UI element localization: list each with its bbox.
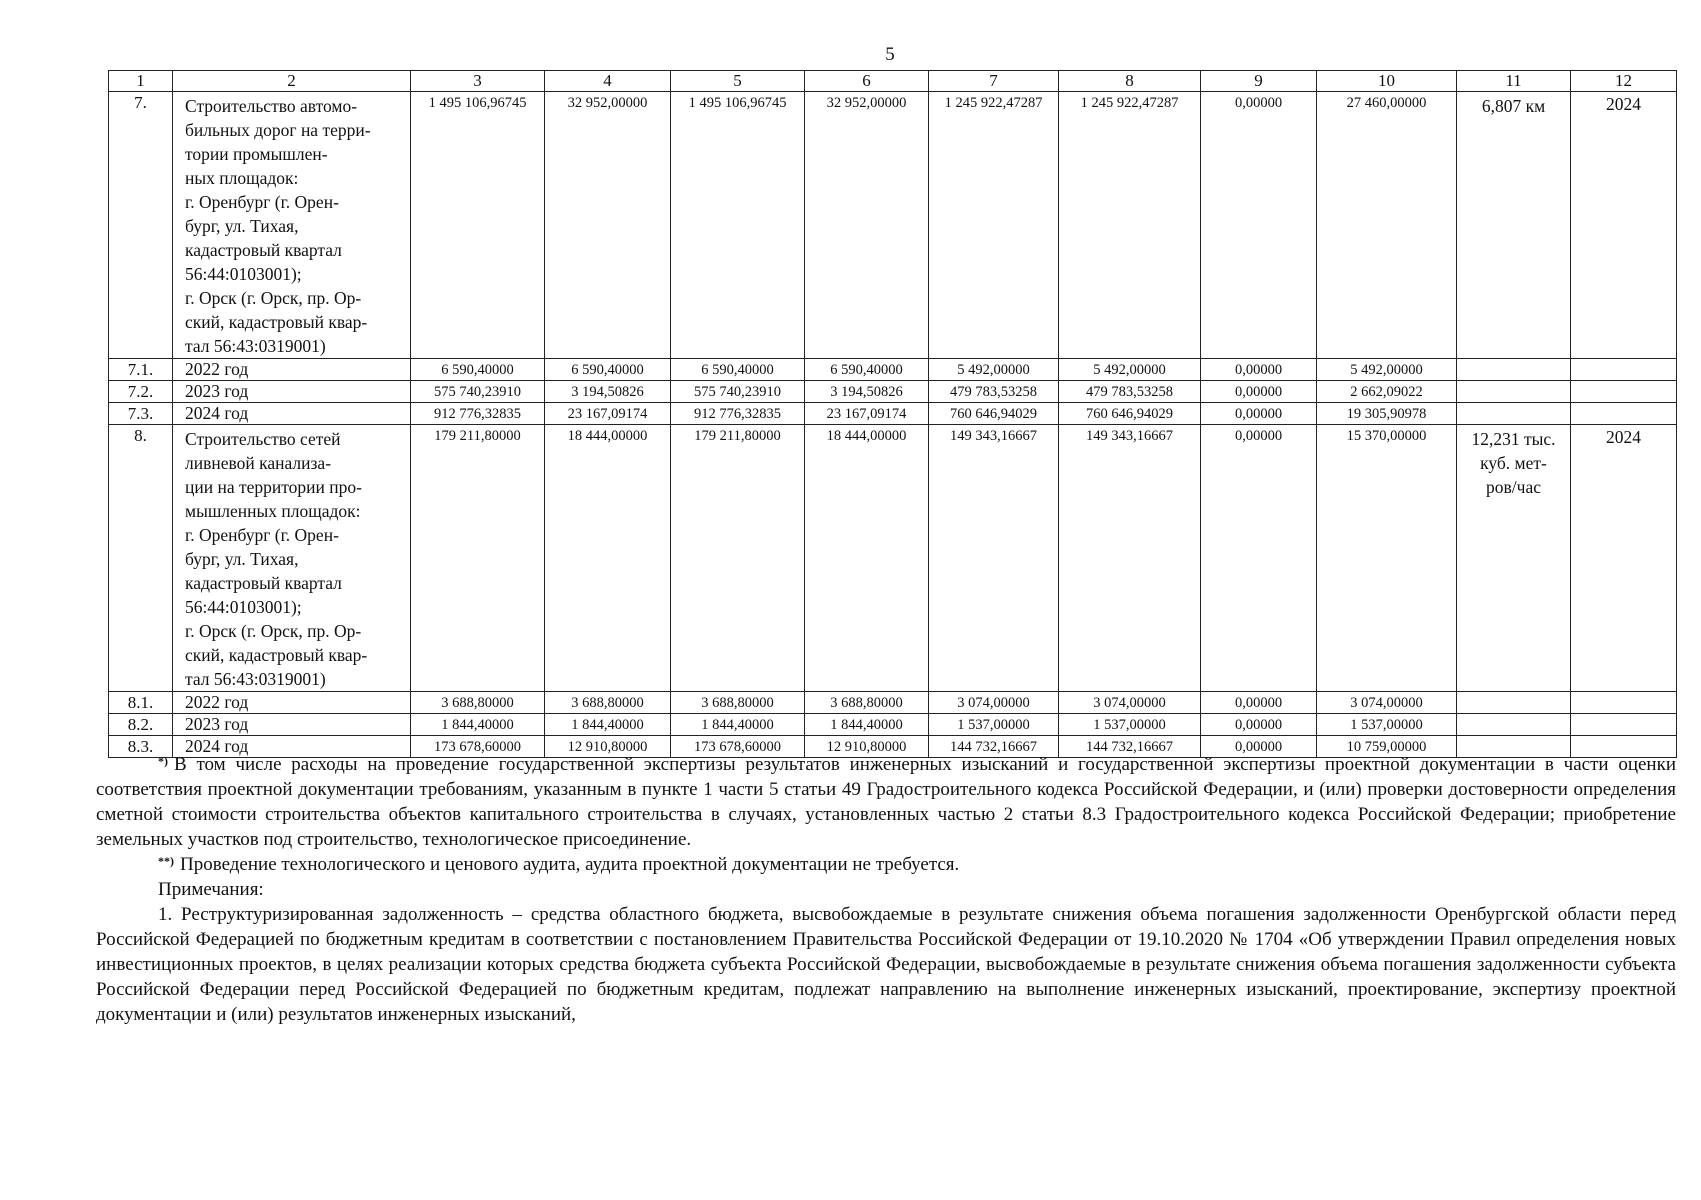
year-cell [1571, 692, 1677, 714]
notes-section [96, 752, 1676, 1027]
column-number-cell: 7 [929, 71, 1059, 92]
year-cell [1571, 381, 1677, 403]
footnote-1-mark: *) [158, 754, 168, 768]
capacity-cell [1457, 692, 1571, 714]
value-cell: 23 167,09174 [805, 403, 929, 425]
table-row-year [109, 714, 1677, 736]
description-line: 2022 год [185, 359, 249, 379]
description-line: г. Оренбург (г. Орен- [185, 525, 339, 545]
description-line: тал 56:43:0319001) [185, 669, 326, 689]
value-cell: 1 844,40000 [545, 714, 671, 736]
row-number: 8.3. [109, 736, 173, 758]
row-number: 8.1. [109, 692, 173, 714]
description-line: ливневой канализа- [185, 453, 332, 473]
page-number: 5 [885, 44, 895, 65]
capacity-cell [1457, 381, 1571, 403]
description-line: кадастровый квартал [185, 573, 342, 593]
value-cell: 912 776,32835 [671, 403, 805, 425]
table-row-year [109, 381, 1677, 403]
row-number: 8. [109, 425, 173, 692]
capacity-cell [1457, 92, 1571, 359]
value-cell: 144 732,16667 [1059, 736, 1201, 758]
capacity-cell [1457, 403, 1571, 425]
table-row-item [109, 425, 1677, 692]
value-cell: 1 537,00000 [929, 714, 1059, 736]
value-cell: 1 537,00000 [1317, 714, 1457, 736]
year-cell [1571, 714, 1677, 736]
remark-1: 1. Реструктуризированная задолженность – средства областного бюджета, высвобождаемые в результате снижения объема погашения задолженности Оренбургской области перед Российской Федерацией по бюджетным кредитам в соответствии с постановлением Правительства Российской Федерации от 19.10.2020 № 1704 «Об утверждении Правил определения новых инвестиционных проектов, в целях реализации которых средства бюджета субъекта Российской Федерации, высвобождаемые в результате снижения объема погашения задолженности субъекта Российской Федерации перед Российской Федерацией по бюджетным кредитам, подлежат направлению на выполнение инженерных изысканий, проектирование, экспертизу проектной документации и (или) результатов инженерных изысканий, [96, 904, 1676, 1025]
value-cell: 479 783,53258 [929, 381, 1059, 403]
row-description [173, 692, 411, 714]
table-row-item [109, 92, 1677, 359]
capacity-line: ров/час [1486, 477, 1541, 497]
column-number-cell: 11 [1457, 71, 1571, 92]
value-cell: 3 688,80000 [671, 692, 805, 714]
year-cell: 2024 [1571, 92, 1677, 359]
value-cell: 1 844,40000 [411, 714, 545, 736]
row-description [173, 359, 411, 381]
row-number: 7.3. [109, 403, 173, 425]
value-cell: 3 688,80000 [805, 692, 929, 714]
value-cell: 173 678,60000 [671, 736, 805, 758]
footnote-2-mark: **) [158, 854, 174, 868]
year-cell [1571, 359, 1677, 381]
value-cell: 12 910,80000 [805, 736, 929, 758]
description-line: мышленных площадок: [185, 501, 361, 521]
description-line: бург, ул. Тихая, [185, 216, 299, 236]
footnote-2-text: Проведение технологического и ценового аудита, аудита проектной документации не требуется. [180, 854, 960, 875]
value-cell: 0,00000 [1201, 425, 1317, 692]
value-cell: 0,00000 [1201, 381, 1317, 403]
value-cell: 1 245 922,47287 [1059, 92, 1201, 359]
table-row-year [109, 403, 1677, 425]
row-description [173, 381, 411, 403]
capacity-cell [1457, 714, 1571, 736]
description-line: г. Орск (г. Орск, пр. Ор- [185, 288, 362, 308]
value-cell: 6 590,40000 [411, 359, 545, 381]
value-cell: 27 460,00000 [1317, 92, 1457, 359]
value-cell: 1 495 106,96745 [411, 92, 545, 359]
description-line: бург, ул. Тихая, [185, 549, 299, 569]
value-cell: 6 590,40000 [671, 359, 805, 381]
value-cell: 1 537,00000 [1059, 714, 1201, 736]
value-cell: 6 590,40000 [805, 359, 929, 381]
value-cell: 575 740,23910 [411, 381, 545, 403]
table-row-year [109, 359, 1677, 381]
value-cell: 32 952,00000 [545, 92, 671, 359]
row-number: 7. [109, 92, 173, 359]
value-cell: 912 776,32835 [411, 403, 545, 425]
investment-table [108, 70, 1677, 758]
value-cell: 149 343,16667 [929, 425, 1059, 692]
row-description [173, 92, 411, 359]
value-cell: 760 646,94029 [929, 403, 1059, 425]
value-cell: 15 370,00000 [1317, 425, 1457, 692]
description-line: 2023 год [185, 381, 249, 401]
row-number: 7.1. [109, 359, 173, 381]
description-line: тал 56:43:0319001) [185, 336, 326, 356]
value-cell: 5 492,00000 [1317, 359, 1457, 381]
column-number-cell: 4 [545, 71, 671, 92]
value-cell: 10 759,00000 [1317, 736, 1457, 758]
value-cell: 479 783,53258 [1059, 381, 1201, 403]
value-cell: 0,00000 [1201, 736, 1317, 758]
description-line: Строительство автомо- [185, 96, 358, 116]
value-cell: 1 495 106,96745 [671, 92, 805, 359]
capacity-cell [1457, 359, 1571, 381]
value-cell: 32 952,00000 [805, 92, 929, 359]
description-line: 2022 год [185, 692, 249, 712]
value-cell: 5 492,00000 [1059, 359, 1201, 381]
value-cell: 179 211,80000 [671, 425, 805, 692]
capacity-line: 6,807 км [1481, 96, 1546, 116]
footnote-2 [96, 852, 1676, 877]
value-cell: 1 245 922,47287 [929, 92, 1059, 359]
description-line: бильных дорог на терри- [185, 120, 371, 140]
row-description [173, 403, 411, 425]
table-row-year [109, 692, 1677, 714]
value-cell: 3 194,50826 [805, 381, 929, 403]
column-number-cell: 2 [173, 71, 411, 92]
value-cell: 2 662,09022 [1317, 381, 1457, 403]
year-cell [1571, 403, 1677, 425]
description-line: 2023 год [185, 714, 249, 734]
description-line: г. Оренбург (г. Орен- [185, 192, 339, 212]
value-cell: 0,00000 [1201, 714, 1317, 736]
description-line: ных площадок: [185, 168, 299, 188]
value-cell: 1 844,40000 [671, 714, 805, 736]
value-cell: 760 646,94029 [1059, 403, 1201, 425]
column-number-cell: 5 [671, 71, 805, 92]
description-line: ский, кадастровый квар- [185, 645, 368, 665]
value-cell: 3 074,00000 [1317, 692, 1457, 714]
value-cell: 3 688,80000 [411, 692, 545, 714]
row-number: 7.2. [109, 381, 173, 403]
value-cell: 0,00000 [1201, 692, 1317, 714]
column-number-cell: 12 [1571, 71, 1677, 92]
value-cell: 0,00000 [1201, 92, 1317, 359]
column-number-header [109, 71, 1677, 92]
row-description [173, 714, 411, 736]
column-number-cell: 10 [1317, 71, 1457, 92]
footnote-1 [96, 752, 1676, 852]
column-number-cell: 8 [1059, 71, 1201, 92]
value-cell: 3 194,50826 [545, 381, 671, 403]
description-line: 56:44:0103001); [185, 597, 302, 617]
row-number: 8.2. [109, 714, 173, 736]
value-cell: 173 678,60000 [411, 736, 545, 758]
description-line: ции на территории про- [185, 477, 362, 497]
value-cell: 23 167,09174 [545, 403, 671, 425]
value-cell: 18 444,00000 [805, 425, 929, 692]
column-number-cell: 3 [411, 71, 545, 92]
description-line: Строительство сетей [185, 429, 341, 449]
value-cell: 0,00000 [1201, 359, 1317, 381]
remarks-title: Примечания: [158, 879, 264, 900]
column-number-cell: 1 [109, 71, 173, 92]
value-cell: 144 732,16667 [929, 736, 1059, 758]
capacity-line: куб. мет- [1480, 453, 1547, 473]
value-cell: 19 305,90978 [1317, 403, 1457, 425]
value-cell: 5 492,00000 [929, 359, 1059, 381]
description-line: 2024 год [185, 736, 249, 756]
value-cell: 149 343,16667 [1059, 425, 1201, 692]
value-cell: 179 211,80000 [411, 425, 545, 692]
value-cell: 18 444,00000 [545, 425, 671, 692]
capacity-cell [1457, 425, 1571, 692]
description-line: 56:44:0103001); [185, 264, 302, 284]
row-description [173, 425, 411, 692]
value-cell: 3 074,00000 [929, 692, 1059, 714]
column-number-cell: 6 [805, 71, 929, 92]
value-cell: 0,00000 [1201, 403, 1317, 425]
value-cell: 3 688,80000 [545, 692, 671, 714]
capacity-line: 12,231 тыс. [1471, 429, 1556, 449]
description-line: 2024 год [185, 403, 249, 423]
description-line: кадастровый квартал [185, 240, 342, 260]
description-line: г. Орск (г. Орск, пр. Ор- [185, 621, 362, 641]
year-cell: 2024 [1571, 425, 1677, 692]
value-cell: 1 844,40000 [805, 714, 929, 736]
value-cell: 12 910,80000 [545, 736, 671, 758]
column-number-cell: 9 [1201, 71, 1317, 92]
footnote-1-text: В том числе расходы на проведение государственной экспертизы результатов инженерных изысканий и государственной экспертизы проектной документации в части оценки соответствия проектной документации требованиям, указанным в пункте 1 части 5 статьи 49 Градостроительного кодекса Российской Федерации, и (или) проверки достоверности определения сметной стоимости строительства объектов капитального строительства в случаях, установленных частью 2 статьи 8.3 Градостроительного кодекса Российской Федерации; приобретение земельных участков под строительство, технологическое присоединение. [96, 754, 1676, 850]
description-line: тории промышлен- [185, 144, 328, 164]
value-cell: 575 740,23910 [671, 381, 805, 403]
description-line: ский, кадастровый квар- [185, 312, 368, 332]
value-cell: 3 074,00000 [1059, 692, 1201, 714]
value-cell: 6 590,40000 [545, 359, 671, 381]
